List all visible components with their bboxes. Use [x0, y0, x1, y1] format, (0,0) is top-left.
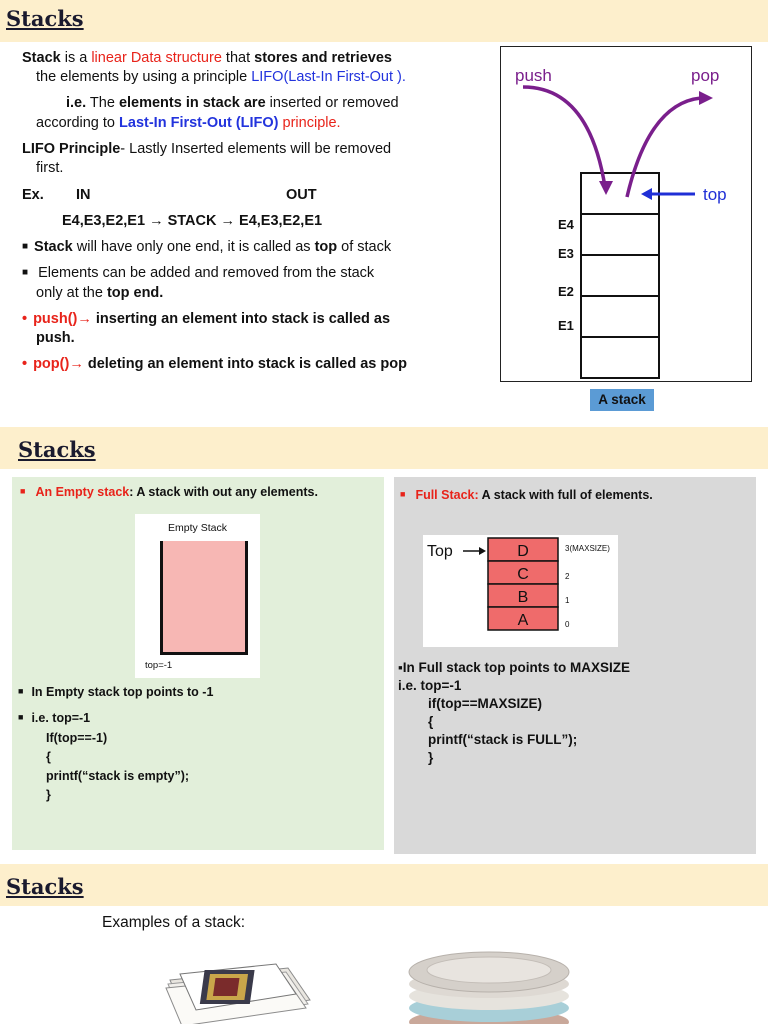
lifo-principle-label: LIFO Principle	[22, 141, 121, 157]
slide-1	[0, 0, 768, 418]
stack-diagram-svg	[501, 47, 751, 381]
title-bar	[0, 864, 768, 906]
text: top end.	[106, 285, 164, 301]
card-stack-image	[156, 960, 314, 1024]
stack-cell	[581, 337, 659, 378]
lifo-principle-line-1	[22, 140, 391, 158]
in-label: IN	[76, 187, 91, 203]
square-bullet-icon: ■	[22, 241, 29, 252]
text: according to	[36, 115, 120, 131]
card-stack-svg	[156, 960, 314, 1024]
empty-code-3: printf(“stack is empty”);	[46, 769, 190, 783]
cell-label-b: B	[517, 589, 529, 606]
slide-3	[0, 864, 768, 1024]
definition-line-1	[22, 49, 446, 67]
pop-bullet	[22, 355, 407, 373]
text: the elements by using a principle	[36, 69, 252, 85]
empty-code-1: If(top==-1)	[46, 731, 108, 745]
push-label: push	[515, 66, 552, 85]
full-line-1: ▪In Full stack top points to MAXSIZE	[398, 660, 631, 675]
empty-stack-container	[160, 541, 248, 655]
example-flow	[62, 212, 322, 230]
square-bullet-icon: ■	[400, 489, 406, 499]
bullet-1	[22, 238, 391, 258]
e1-label: E1	[558, 318, 574, 333]
term-stores: stores and retrieves	[254, 50, 392, 66]
flow-in: E4,E3,E2,E1	[62, 213, 146, 229]
dot-bullet-icon: •	[22, 356, 28, 372]
cell-label-a: A	[517, 612, 529, 629]
push-bullet	[22, 310, 390, 328]
term-principle: principle.	[278, 115, 341, 131]
examples-subtitle: Examples of a stack:	[102, 914, 246, 931]
bullet-2-line-2	[36, 284, 163, 302]
text: deleting an element into stack is called as pop	[83, 356, 407, 372]
square-bullet-icon: ■	[22, 267, 29, 278]
full-label: Full Stack:	[415, 488, 479, 502]
full-stack-panel	[394, 477, 756, 854]
text: inserted or removed	[265, 95, 399, 111]
flow-stack: STACK	[167, 213, 217, 229]
stack-cell	[581, 214, 659, 255]
push-label: push()	[33, 311, 78, 327]
empty-code-4: }	[46, 788, 51, 802]
text: is a	[60, 50, 92, 66]
full-code-1: if(top==MAXSIZE)	[428, 696, 542, 711]
term-linear: linear Data structure	[91, 50, 222, 66]
ie-line	[66, 94, 399, 112]
arrow-right-icon: →	[77, 311, 92, 327]
square-bullet-icon: ■	[18, 686, 24, 696]
text: The	[86, 95, 119, 111]
text: Elements can be added and removed from the stack	[34, 265, 375, 281]
pop-label: pop()	[33, 356, 70, 372]
full-stack-figure	[423, 535, 618, 647]
index-0: 0	[565, 620, 570, 629]
arrow-right-icon: →	[220, 213, 235, 229]
empty-stack-fig-title: Empty Stack	[168, 522, 227, 534]
text: In Empty stack top points to -1	[31, 685, 214, 699]
slide-title: Stacks	[18, 437, 96, 462]
dot-bullet-icon: •	[22, 311, 28, 327]
term-elements: elements in stack are	[118, 95, 266, 111]
text: that	[221, 50, 255, 66]
full-code-2: {	[428, 714, 434, 729]
definition-line-2	[36, 68, 406, 86]
text: top	[314, 239, 338, 255]
index-2: 2	[565, 572, 570, 581]
empty-bullet-2	[18, 709, 90, 728]
full-stack-heading	[400, 486, 653, 505]
text: Stack	[34, 239, 73, 255]
top-label: top	[703, 185, 727, 204]
plate-stack-svg	[404, 944, 574, 1024]
pop-arrowhead-icon	[699, 91, 713, 105]
pop-label: pop	[691, 66, 720, 85]
square-bullet-icon: ■	[18, 712, 24, 722]
ex-label: Ex.	[22, 187, 44, 203]
text: i.e. top=-1	[31, 711, 91, 725]
full-code-4: }	[428, 750, 434, 765]
top-label: Top	[427, 543, 453, 560]
e4-label: E4	[558, 217, 574, 232]
text: A stack with full of elements.	[478, 488, 653, 502]
text: - Lastly Inserted elements will be removed	[120, 141, 392, 157]
index-3: 3(MAXSIZE)	[565, 544, 610, 553]
index-1: 1	[565, 596, 570, 605]
full-stack-svg	[423, 535, 618, 647]
flow-out: E4,E3,E2,E1	[239, 213, 323, 229]
diagram-caption: A stack	[590, 389, 654, 411]
term-lifo: LIFO(Last-In First-Out ).	[251, 69, 406, 85]
full-code-3: printf(“stack is FULL”);	[428, 732, 578, 747]
full-line-2: i.e. top=-1	[398, 678, 462, 693]
text: : A stack with out any elements.	[129, 485, 318, 499]
title-bar	[0, 0, 768, 42]
slide-title: Stacks	[6, 874, 84, 899]
text: only at the	[36, 285, 107, 301]
text: of stack	[337, 239, 392, 255]
empty-label: An Empty stack	[35, 485, 130, 499]
e3-label: E3	[558, 246, 574, 261]
lifo-principle-line-2: first.	[36, 160, 64, 176]
stack-diagram	[500, 46, 752, 382]
arrow-right-icon: →	[149, 213, 164, 229]
cell-label-c: C	[517, 566, 529, 583]
stack-cells	[581, 173, 659, 378]
ie-line-2	[36, 114, 341, 132]
stack-cell	[581, 296, 659, 337]
e2-label: E2	[558, 284, 574, 299]
bullet-2	[22, 264, 446, 284]
square-bullet-icon: ■	[20, 486, 26, 496]
slide-title: Stacks	[6, 6, 84, 31]
push-bullet-line-2: push.	[36, 330, 75, 346]
stack-cell	[581, 255, 659, 296]
text: inserting an element into stack is called as	[91, 311, 391, 327]
empty-stack-heading	[20, 483, 318, 502]
top-arrowhead-icon	[479, 547, 486, 555]
title-bar	[0, 427, 768, 469]
empty-stack-panel	[12, 477, 384, 850]
out-label: OUT	[286, 187, 317, 203]
empty-stack-top: top=-1	[145, 660, 173, 671]
arrow-right-icon: →	[69, 356, 84, 372]
empty-bullet-1	[18, 683, 213, 702]
term-lifo-2: Last-In First-Out (LIFO)	[119, 115, 279, 131]
ie: i.e.	[66, 95, 87, 111]
slide-2	[0, 427, 768, 854]
text: will have only one end, it is called as	[72, 239, 315, 255]
plate-stack-image	[404, 944, 574, 1024]
cell-label-d: D	[517, 543, 529, 560]
empty-stack-figure	[135, 514, 260, 678]
empty-code-2: {	[46, 750, 51, 764]
term-stack: Stack	[22, 50, 61, 66]
